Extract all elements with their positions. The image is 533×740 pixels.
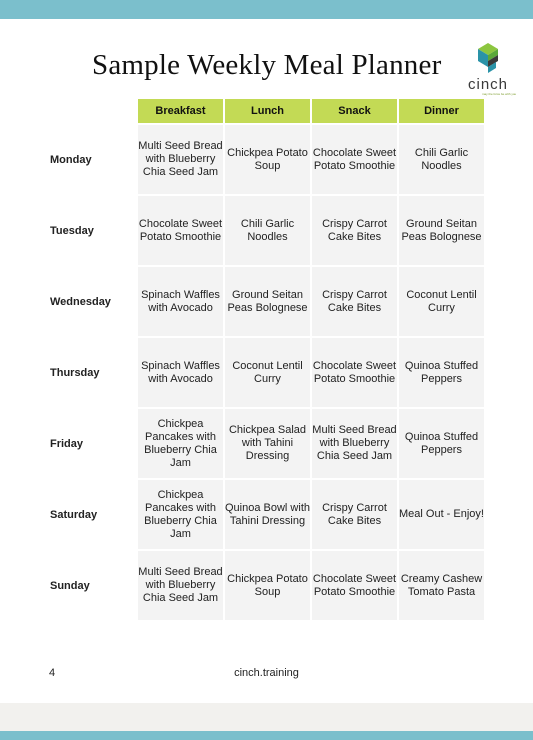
meal-cell: Multi Seed Bread with Blueberry Chia Seed Jam — [138, 551, 223, 620]
meal-cell: Meal Out - Enjoy! — [399, 480, 484, 549]
page-title: Sample Weekly Meal Planner — [92, 49, 442, 81]
column-header-dinner: Dinner — [399, 99, 484, 123]
meal-cell: Coconut Lentil Curry — [225, 338, 310, 407]
table-row — [50, 480, 484, 549]
column-header-lunch: Lunch — [225, 99, 310, 123]
table-row — [50, 338, 484, 407]
meal-cell: Crispy Carrot Cake Bites — [312, 267, 397, 336]
day-label: Wednesday — [50, 267, 136, 336]
meal-cell: Chocolate Sweet Potato Smoothie — [312, 125, 397, 194]
day-label: Sunday — [50, 551, 136, 620]
meal-cell: Ground Seitan Peas Bolognese — [225, 267, 310, 336]
cinch-logo-mark-icon — [452, 40, 524, 76]
meal-cell: Chocolate Sweet Potato Smoothie — [312, 551, 397, 620]
day-label: Thursday — [50, 338, 136, 407]
column-header-snack: Snack — [312, 99, 397, 123]
meal-cell: Crispy Carrot Cake Bites — [312, 196, 397, 265]
meal-cell: Spinach Waffles with Avocado — [138, 267, 223, 336]
bottom-band — [0, 731, 533, 740]
meal-planner-table — [48, 97, 486, 622]
meal-cell: Chili Garlic Noodles — [225, 196, 310, 265]
meal-cell: Chocolate Sweet Potato Smoothie — [312, 338, 397, 407]
table-row — [50, 409, 484, 478]
logo-tagline: may the force be with you — [482, 92, 517, 96]
meal-cell: Quinoa Stuffed Peppers — [399, 338, 484, 407]
footer-url: cinch.training — [234, 667, 299, 679]
meal-cell: Chili Garlic Noodles — [399, 125, 484, 194]
meal-cell: Chickpea Pancakes with Blueberry Chia Jam — [138, 480, 223, 549]
meal-cell: Multi Seed Bread with Blueberry Chia Seed Jam — [312, 409, 397, 478]
meal-cell: Chickpea Salad with Tahini Dressing — [225, 409, 310, 478]
column-header-breakfast: Breakfast — [138, 99, 223, 123]
day-label: Saturday — [50, 480, 136, 549]
meal-cell: Chocolate Sweet Potato Smoothie — [138, 196, 223, 265]
meal-cell: Multi Seed Bread with Blueberry Chia Seed Jam — [138, 125, 223, 194]
meal-cell: Ground Seitan Peas Bolognese — [399, 196, 484, 265]
logo-wordmark: cinch — [467, 76, 509, 93]
meal-cell: Crispy Carrot Cake Bites — [312, 480, 397, 549]
meal-cell: Spinach Waffles with Avocado — [138, 338, 223, 407]
day-label: Friday — [50, 409, 136, 478]
meal-cell: Quinoa Bowl with Tahini Dressing — [225, 480, 310, 549]
meal-cell: Chickpea Potato Soup — [225, 125, 310, 194]
meal-cell: Chickpea Potato Soup — [225, 551, 310, 620]
table-row — [50, 551, 484, 620]
page-number: 4 — [49, 667, 56, 679]
cinch-logo — [452, 40, 524, 96]
header-row — [50, 99, 484, 123]
corner-cell — [50, 99, 136, 123]
meal-cell: Quinoa Stuffed Peppers — [399, 409, 484, 478]
top-band — [0, 0, 533, 19]
table-row — [50, 196, 484, 265]
day-label: Monday — [50, 125, 136, 194]
table-row — [50, 267, 484, 336]
table-row — [50, 125, 484, 194]
day-label: Tuesday — [50, 196, 136, 265]
meal-cell: Creamy Cashew Tomato Pasta — [399, 551, 484, 620]
meal-cell: Coconut Lentil Curry — [399, 267, 484, 336]
meal-cell: Chickpea Pancakes with Blueberry Chia Jam — [138, 409, 223, 478]
